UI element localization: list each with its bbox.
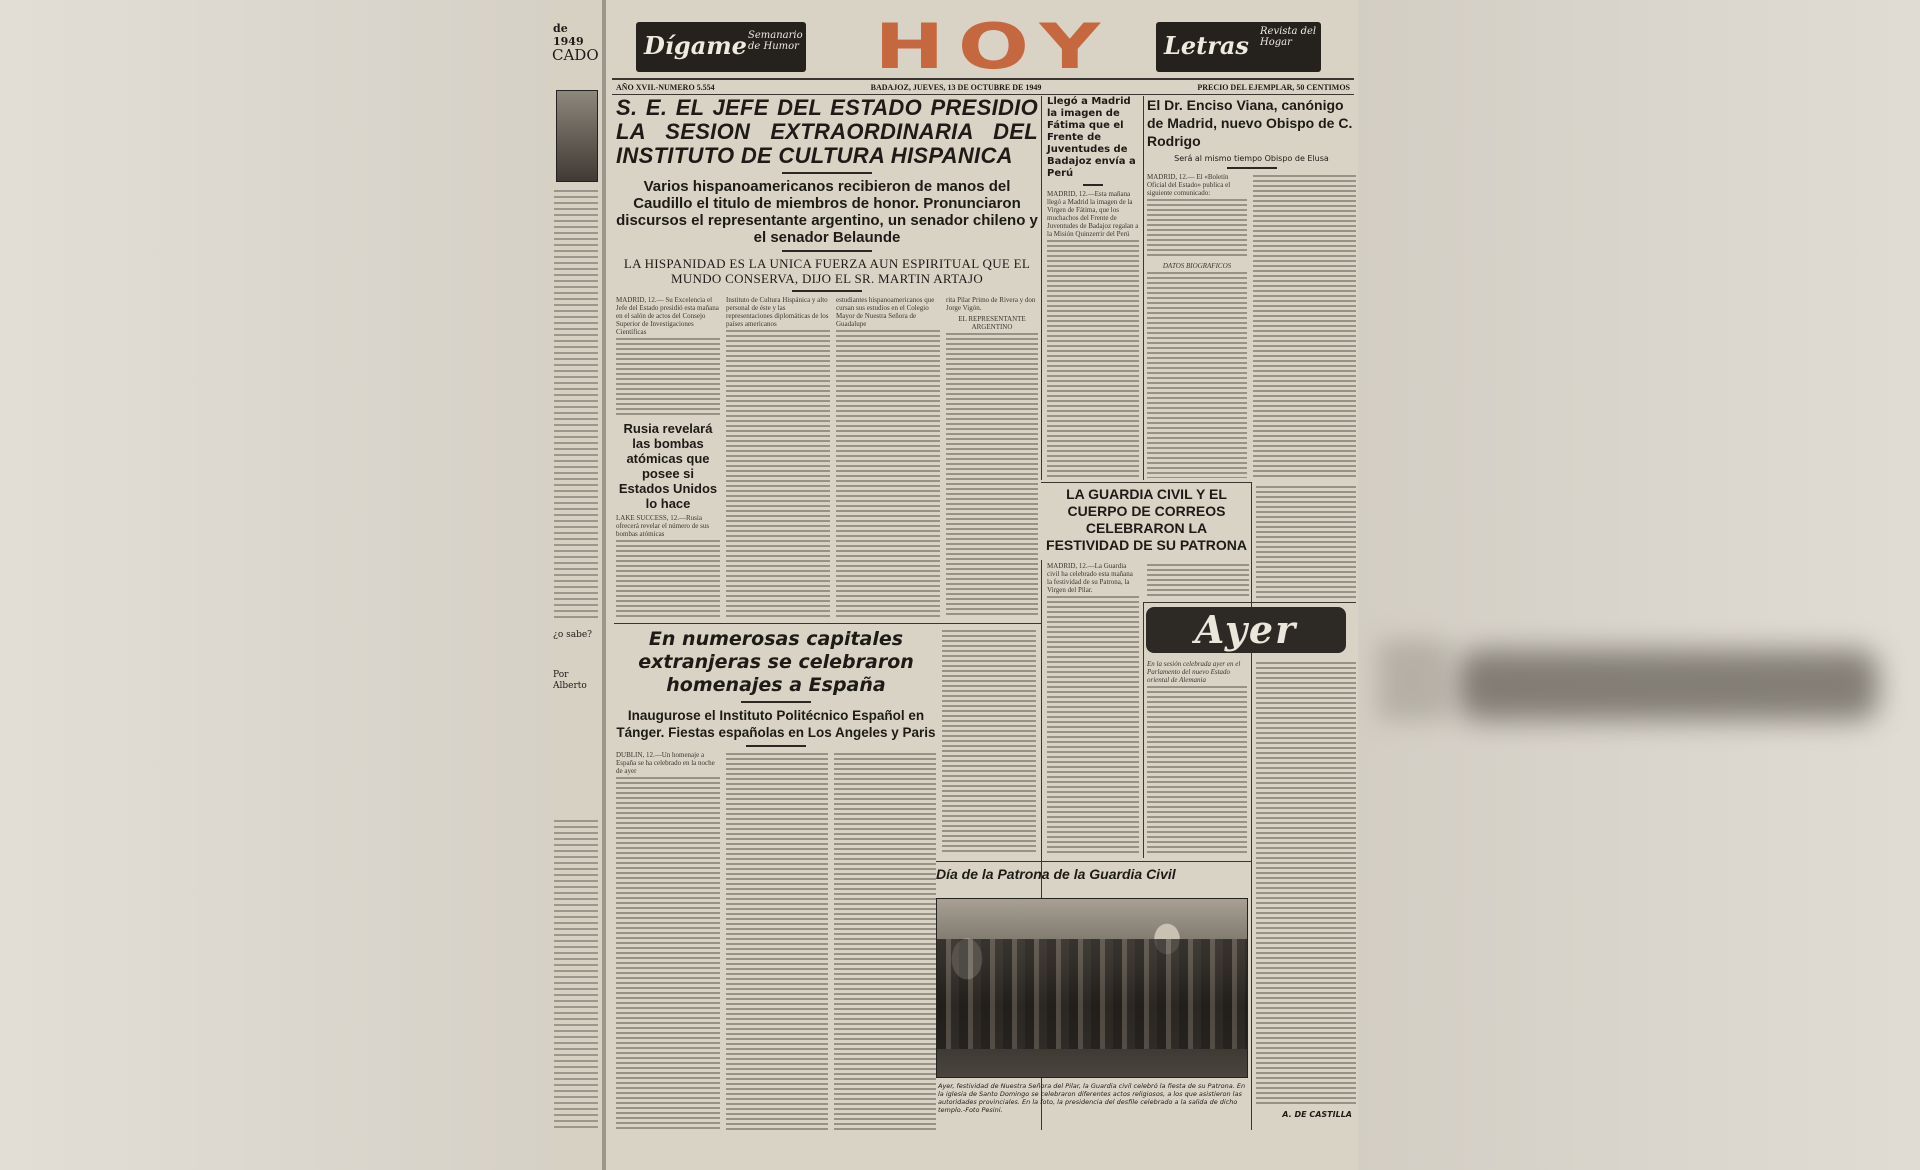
enciso-column-2 bbox=[1253, 173, 1356, 478]
letras-tagline: Revista del Hogar bbox=[1260, 26, 1317, 48]
enciso-columns bbox=[1147, 173, 1356, 478]
text-lines bbox=[1147, 272, 1247, 478]
ornament-rule bbox=[782, 172, 872, 174]
ayer-section-logo: Ayer bbox=[1146, 607, 1346, 653]
guardia-column-2 bbox=[1147, 562, 1249, 598]
text-lines bbox=[942, 630, 1036, 854]
homenajes-main bbox=[616, 628, 936, 1130]
fatima-headline: Llegó a Madrid la imagen de Fátima que el Frente de Juventudes de Badajoz envía a Perú bbox=[1047, 96, 1136, 179]
main-column-4 bbox=[946, 296, 1038, 618]
issue-number: AÑO XVII.-NUMERO 5.554 bbox=[616, 82, 715, 92]
dateline bbox=[612, 78, 1354, 95]
homenajes-columns bbox=[616, 751, 936, 1130]
previous-page-author: Por Alberto bbox=[553, 670, 587, 691]
section-divider bbox=[1143, 602, 1356, 603]
text-lines bbox=[946, 333, 1038, 618]
ornament-rule bbox=[741, 701, 811, 703]
photo-caption: Ayer, festividad de Nuestra Señora del Pilar, la Guardia civil celebró la fiesta de su Patrona. En la iglesia de Santo Domingo se celebraron diferentes actos religiosos, a los que asistieron las autoridades provinciales. En la foto, la presidencia del desfile celebrado a la salida de dicho templo.-Foto Pesini. bbox=[938, 1082, 1246, 1114]
enciso-section: DATOS BIOGRAFICOS bbox=[1162, 262, 1232, 270]
homenajes-column-2 bbox=[726, 751, 828, 1130]
place-date: BADAJOZ, JUEVES, 13 DE OCTUBRE DE 1949 bbox=[870, 82, 1042, 92]
rusia-headline: Rusia revelará las bombas atómicas que posee si Estados Unidos lo hace bbox=[618, 420, 718, 511]
guardia-civil-photo bbox=[936, 898, 1248, 1078]
homenajes-headline: En numerosas capitales extranjeras se celebraron homenajes a España bbox=[638, 628, 914, 696]
section-divider bbox=[614, 623, 1041, 624]
previous-page-text bbox=[554, 190, 598, 620]
main-deck: LA HISPANIDAD ES LA UNICA FUERZA AUN ESPIRITUAL QUE EL MUNDO CONSERVA, DIJO EL SR. MARTIN ARTAJO bbox=[623, 256, 1031, 286]
ornament-rule bbox=[746, 745, 806, 747]
main-lead: MADRID, 12.— Su Excelencia el Jefe del Estado presidió esta mañana en el salón de actos del Consejo Superior de Investigaciones Científicas bbox=[616, 296, 719, 336]
text-lines bbox=[726, 330, 830, 618]
main-story bbox=[616, 96, 1038, 618]
background-right bbox=[1358, 0, 1920, 1170]
text-lines bbox=[836, 330, 940, 618]
section-divider bbox=[1041, 482, 1251, 483]
enciso-subheadline: Será al mismo tiempo Obispo de Elusa bbox=[1174, 154, 1329, 163]
text-lines bbox=[1147, 199, 1247, 259]
main-col2-lead: Instituto de Cultura Hispánica y alto personal de éste y las representaciones diplomáticas de los países americanos bbox=[726, 296, 829, 328]
blurred-fragment bbox=[1378, 640, 1448, 720]
fatima-column bbox=[1047, 190, 1139, 478]
enciso-headline: El Dr. Enciso Viana, canónigo de Madrid, nuevo Obispo de C. Rodrigo bbox=[1147, 97, 1353, 149]
text-lines bbox=[1147, 686, 1247, 856]
main-column-2 bbox=[726, 296, 830, 618]
price: PRECIO DEL EJEMPLAR, 50 CENTIMOS bbox=[1197, 82, 1350, 92]
text-lines bbox=[616, 338, 720, 417]
ayer-signature: A. DE CASTILLA bbox=[1282, 1110, 1352, 1119]
newspaper-page bbox=[606, 0, 1358, 1170]
text-lines bbox=[1256, 662, 1356, 1104]
photo-headline: Día de la Patrona de la Guardia Civil bbox=[936, 866, 1176, 882]
ornament-rule bbox=[1083, 184, 1103, 186]
fatima-story bbox=[1047, 96, 1139, 478]
ayer-column-2 bbox=[1256, 660, 1356, 1104]
guardia-civil-headline: LA GUARDIA CIVIL Y EL CUERPO DE CORREOS CELEBRARON LA FESTIVIDAD DE SU PATRONA bbox=[1046, 486, 1247, 553]
previous-page-strip bbox=[550, 0, 606, 1170]
enciso-lead: MADRID, 12.— El «Boletín Oficial del Estado» publica el siguiente comunicado: bbox=[1147, 173, 1231, 197]
text-lines bbox=[726, 753, 828, 1130]
digame-supplement-logo bbox=[636, 22, 806, 72]
enciso-column-1 bbox=[1147, 173, 1247, 478]
ornament-rule bbox=[792, 290, 862, 292]
guardia-column-1 bbox=[1047, 562, 1139, 856]
text-lines bbox=[1147, 564, 1249, 598]
text-lines bbox=[1253, 175, 1356, 478]
main-column-1 bbox=[616, 296, 720, 618]
letras-name: Letras bbox=[1164, 31, 1249, 60]
main-col4-lead: rita Pilar Primo de Rivera y don Jorge Vigón. bbox=[946, 296, 1036, 312]
guardia-civil-header bbox=[1044, 486, 1249, 558]
text-lines bbox=[1047, 240, 1139, 478]
homenajes-column-4 bbox=[942, 628, 1036, 854]
crowd-image bbox=[937, 939, 1247, 1049]
column-divider bbox=[1143, 96, 1144, 480]
column-divider bbox=[1143, 602, 1144, 858]
homenajes-column-3 bbox=[834, 751, 936, 1130]
digame-tagline: Semanario de Humor bbox=[748, 30, 803, 52]
previous-page-heading: CADO bbox=[552, 46, 599, 64]
column-divider bbox=[1251, 482, 1252, 1130]
enciso-story bbox=[1147, 96, 1356, 478]
homenajes-subheadline: Inaugurose el Instituto Politécnico Español en Tánger. Fiestas españolas en Los Angeles y Paris bbox=[616, 708, 936, 740]
background-left bbox=[0, 0, 550, 1170]
fatima-lead: MADRID, 12.—Esta mañana llegó a Madrid la imagen de la Virgen de Fátima, que los muchachos del Frente de Juventudes de Badajoz regalan a la Misión Quinzerrir del Perú bbox=[1047, 190, 1139, 238]
previous-page-sabe: ¿o sabe? bbox=[553, 630, 593, 640]
main-col3-lead: estudiantes hispanoamericanos que cursan sus estudios en el Colegio Mayor de Nuestra Señora de Guadalupe bbox=[836, 296, 935, 328]
main-headline: S. E. EL JEFE DEL ESTADO PRESIDIO LA SESION EXTRAORDINARIA DEL INSTITUTO DE CULTURA HISPANICA bbox=[616, 95, 1038, 168]
main-subheadline: Varios hispanoamericanos recibieron de manos del Caudillo el titulo de miembros de honor. Pronunciaron discursos el representante argentino, un senador chileno y el senador Belaunde bbox=[616, 178, 1038, 246]
text-lines bbox=[834, 753, 936, 1130]
previous-page-date: de 1949 bbox=[553, 22, 584, 48]
previous-page-text bbox=[554, 820, 598, 1130]
main-column-3 bbox=[836, 296, 940, 618]
rusia-lead: LAKE SUCCESS, 12.—Rusia ofrecerá revelar el número de sus bombas atómicas bbox=[616, 513, 710, 538]
text-lines bbox=[616, 540, 720, 619]
text-lines bbox=[1256, 486, 1356, 598]
previous-page-photo bbox=[556, 90, 598, 182]
main-columns bbox=[616, 296, 1038, 618]
guardia-lead: MADRID, 12.—La Guardia civil ha celebrado esta mañana la festividad de su Patrona, la Virgen del Pilar. bbox=[1047, 562, 1133, 594]
ayer-column-1 bbox=[1147, 660, 1247, 856]
blurred-ayer-logo bbox=[1458, 650, 1878, 720]
column-divider bbox=[1041, 96, 1042, 480]
ornament-rule bbox=[782, 250, 872, 252]
text-lines bbox=[1047, 596, 1139, 856]
ornament-rule bbox=[1227, 167, 1277, 169]
ayer-lead: En la sesión celebrada ayer en el Parlamento del nuevo Estado oriental de Alemania bbox=[1147, 660, 1241, 684]
enciso-column-2-continued bbox=[1256, 484, 1356, 598]
text-lines bbox=[616, 777, 720, 1130]
homenajes-column-1 bbox=[616, 751, 720, 1130]
newspaper-title: HOY bbox=[874, 10, 1114, 83]
homenajes-lead: DUBLIN, 12.—Un homenaje a España se ha celebrado en la noche de ayer bbox=[616, 751, 715, 775]
main-col4-section: EL REPRESENTANTE ARGENTINO bbox=[958, 315, 1026, 331]
digame-name: Dígame bbox=[644, 31, 747, 60]
letras-supplement-logo bbox=[1156, 22, 1321, 72]
